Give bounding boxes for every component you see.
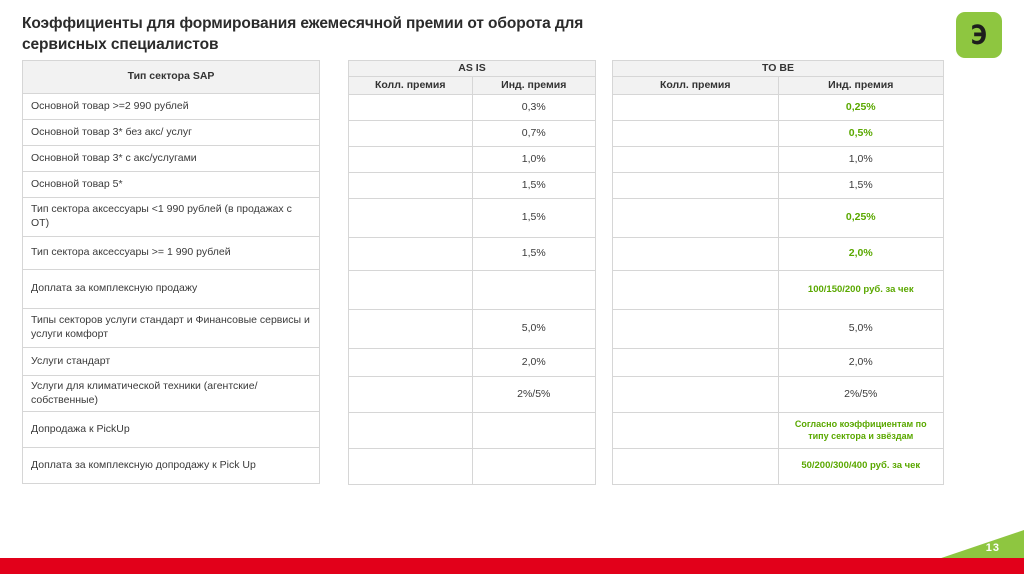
as-is-ind-value: 2,0% bbox=[472, 349, 596, 377]
as-is-coll-value bbox=[349, 449, 473, 485]
to-be-ind-header: Инд. премия bbox=[778, 77, 944, 95]
table-row bbox=[613, 349, 944, 377]
page-title: Коэффициенты для формирования ежемесячной премии от оборота для сервисных специалистов bbox=[22, 15, 584, 53]
table-row bbox=[349, 147, 596, 173]
as-is-ind-value: 0,3% bbox=[472, 95, 596, 121]
as-is-ind-value: 1,5% bbox=[472, 173, 596, 199]
to-be-ind-value: Согласно коэффициентам по типу сектора и звёздам bbox=[778, 413, 944, 449]
sector-label: Основной товар 5* bbox=[23, 172, 320, 198]
to-be-ind-value: 2%/5% bbox=[778, 377, 944, 413]
to-be-coll-value bbox=[613, 95, 779, 121]
page-number: 13 bbox=[985, 542, 1000, 554]
table-row bbox=[349, 173, 596, 199]
to-be-group-header-row bbox=[613, 61, 944, 77]
company-logo bbox=[956, 12, 1002, 58]
sector-label: Услуги стандарт bbox=[23, 348, 320, 376]
to-be-coll-header: Колл. премия bbox=[613, 77, 779, 95]
sector-label: Доплата за комплексную продажу bbox=[23, 270, 320, 309]
as-is-coll-value bbox=[349, 271, 473, 310]
as-is-ind-value: 2%/5% bbox=[472, 377, 596, 413]
table-row bbox=[613, 310, 944, 349]
table-row bbox=[613, 121, 944, 147]
as-is-group-header: AS IS bbox=[349, 61, 596, 77]
table-row bbox=[613, 413, 944, 449]
table-row bbox=[613, 238, 944, 271]
as-is-ind-value: 1,5% bbox=[472, 199, 596, 238]
as-is-ind-header: Инд. премия bbox=[472, 77, 596, 95]
table-row bbox=[23, 412, 320, 448]
to-be-coll-value bbox=[613, 238, 779, 271]
to-be-coll-value bbox=[613, 121, 779, 147]
sector-label: Основной товар >=2 990 рублей bbox=[23, 94, 320, 120]
table-row bbox=[23, 172, 320, 198]
table-row bbox=[613, 173, 944, 199]
to-be-coll-value bbox=[613, 449, 779, 485]
sector-label: Услуги для климатической техники (агентские/собственные) bbox=[23, 376, 320, 412]
to-be-column-header-row bbox=[613, 77, 944, 95]
to-be-coll-value bbox=[613, 377, 779, 413]
sector-label: Типы секторов услуги стандарт и Финансовые сервисы и услуги комфорт bbox=[23, 309, 320, 348]
to-be-ind-value: 50/200/300/400 руб. за чек bbox=[778, 449, 944, 485]
sector-type-table bbox=[22, 60, 320, 484]
as-is-ind-value: 1,5% bbox=[472, 238, 596, 271]
to-be-ind-value: 5,0% bbox=[778, 310, 944, 349]
sector-label: Тип сектора аксессуары <1 990 рублей (в продажах с ОТ) bbox=[23, 198, 320, 237]
table-row bbox=[23, 348, 320, 376]
to-be-ind-value: 2,0% bbox=[778, 349, 944, 377]
table-row bbox=[349, 310, 596, 349]
to-be-ind-value: 0,5% bbox=[778, 121, 944, 147]
table-row bbox=[23, 270, 320, 309]
table-row bbox=[349, 377, 596, 413]
table-row bbox=[613, 147, 944, 173]
logo-glyph: Э bbox=[970, 19, 988, 51]
sector-label: Основной товар 3* с акс/услугами bbox=[23, 146, 320, 172]
table-row bbox=[23, 448, 320, 484]
as-is-table bbox=[348, 60, 596, 485]
table-row bbox=[613, 449, 944, 485]
to-be-coll-value bbox=[613, 413, 779, 449]
footer-red-bar bbox=[0, 558, 1024, 574]
to-be-table bbox=[612, 60, 944, 485]
to-be-ind-value: 1,5% bbox=[778, 173, 944, 199]
sector-label: Основной товар 3* без акс/ услуг bbox=[23, 120, 320, 146]
sector-label: Доплата за комплексную допродажу к Pick Up bbox=[23, 448, 320, 484]
table-row bbox=[613, 271, 944, 310]
as-is-column-header-row bbox=[349, 77, 596, 95]
sector-label: Тип сектора аксессуары >= 1 990 рублей bbox=[23, 237, 320, 270]
as-is-group-header-row bbox=[349, 61, 596, 77]
as-is-coll-header: Колл. премия bbox=[349, 77, 473, 95]
as-is-coll-value bbox=[349, 121, 473, 147]
table-row bbox=[23, 146, 320, 172]
table-row bbox=[23, 309, 320, 348]
table-row bbox=[349, 238, 596, 271]
to-be-ind-value: 100/150/200 руб. за чек bbox=[778, 271, 944, 310]
as-is-ind-value: 1,0% bbox=[472, 147, 596, 173]
as-is-coll-value bbox=[349, 377, 473, 413]
table-row bbox=[349, 121, 596, 147]
table-row bbox=[349, 271, 596, 310]
as-is-coll-value bbox=[349, 95, 473, 121]
to-be-ind-value: 0,25% bbox=[778, 199, 944, 238]
table-row bbox=[613, 199, 944, 238]
to-be-group-header: TO BE bbox=[613, 61, 944, 77]
table-row bbox=[349, 449, 596, 485]
table-row bbox=[349, 349, 596, 377]
table-row bbox=[349, 95, 596, 121]
to-be-coll-value bbox=[613, 310, 779, 349]
table-row bbox=[349, 199, 596, 238]
to-be-coll-value bbox=[613, 147, 779, 173]
as-is-ind-value bbox=[472, 413, 596, 449]
sector-type-header: Тип сектора SAP bbox=[23, 61, 320, 94]
to-be-ind-value: 2,0% bbox=[778, 238, 944, 271]
as-is-coll-value bbox=[349, 310, 473, 349]
table-row bbox=[23, 376, 320, 412]
table-row bbox=[349, 413, 596, 449]
table-row bbox=[23, 120, 320, 146]
table-header-row bbox=[23, 61, 320, 94]
to-be-coll-value bbox=[613, 173, 779, 199]
to-be-coll-value bbox=[613, 199, 779, 238]
table-row bbox=[23, 237, 320, 270]
table-row bbox=[613, 95, 944, 121]
to-be-ind-value: 0,25% bbox=[778, 95, 944, 121]
table-row bbox=[613, 377, 944, 413]
as-is-ind-value bbox=[472, 271, 596, 310]
to-be-coll-value bbox=[613, 271, 779, 310]
table-row bbox=[23, 198, 320, 237]
as-is-coll-value bbox=[349, 147, 473, 173]
as-is-coll-value bbox=[349, 413, 473, 449]
as-is-coll-value bbox=[349, 238, 473, 271]
as-is-coll-value bbox=[349, 173, 473, 199]
as-is-coll-value bbox=[349, 349, 473, 377]
as-is-ind-value: 0,7% bbox=[472, 121, 596, 147]
as-is-coll-value bbox=[349, 199, 473, 238]
as-is-ind-value bbox=[472, 449, 596, 485]
to-be-ind-value: 1,0% bbox=[778, 147, 944, 173]
sector-label: Допродажа к PickUp bbox=[23, 412, 320, 448]
to-be-coll-value bbox=[613, 349, 779, 377]
table-row bbox=[23, 94, 320, 120]
as-is-ind-value: 5,0% bbox=[472, 310, 596, 349]
